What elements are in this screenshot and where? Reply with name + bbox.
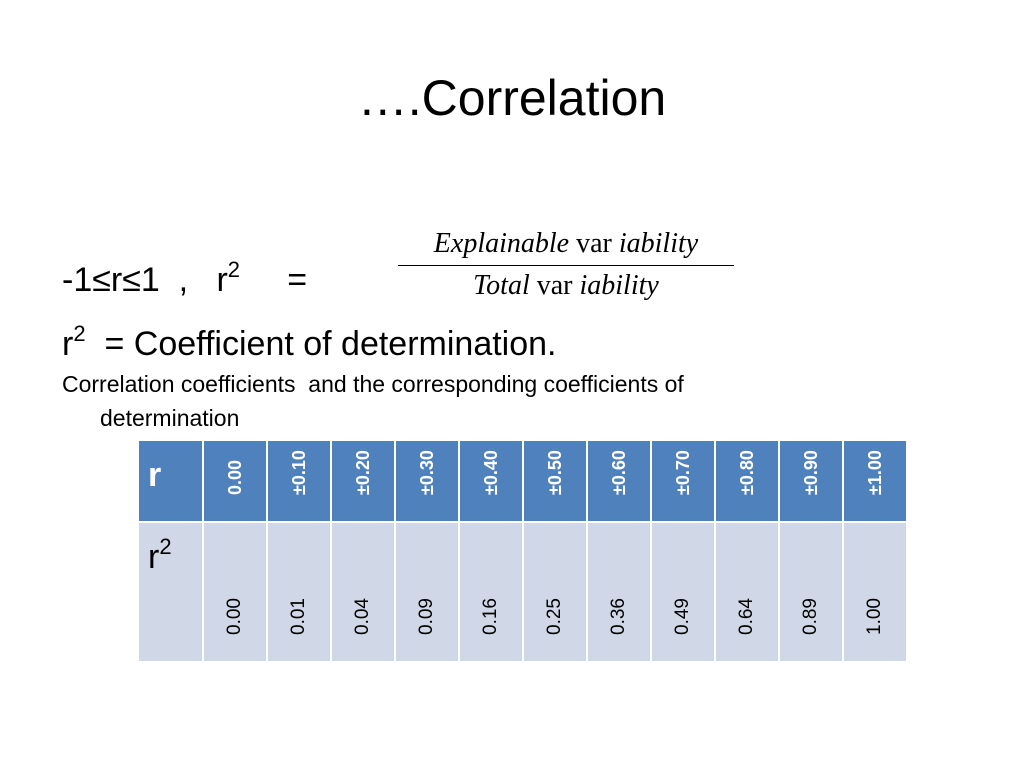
cell-value: 1.00 — [864, 598, 885, 635]
cell-value: 0.09 — [416, 598, 437, 635]
correlation-table — [137, 439, 908, 663]
cell-value: 0.89 — [800, 598, 821, 635]
table-cell-r — [523, 440, 587, 522]
table-row-r — [138, 440, 907, 522]
table-cell-r-squared — [715, 522, 779, 662]
range-text: -1≤r≤1 , r — [62, 261, 228, 299]
cell-value: 0.36 — [608, 598, 629, 635]
table-cell-r — [203, 440, 267, 522]
cell-value: 0.64 — [736, 598, 757, 635]
row-label-base: r — [148, 538, 160, 576]
table-cell-r — [459, 440, 523, 522]
fraction-denominator — [396, 268, 736, 304]
coefficient-base: r — [62, 325, 74, 363]
row-header-r-squared — [138, 522, 203, 662]
cell-value: ±0.30 — [417, 450, 437, 495]
table-row-r-squared — [138, 522, 907, 662]
fraction-numerator — [396, 226, 736, 262]
table-cell-r — [651, 440, 715, 522]
cell-value: 0.01 — [288, 598, 309, 635]
cell-value: ±1.00 — [865, 450, 885, 495]
table-cell-r — [843, 440, 907, 522]
variability-fraction — [396, 226, 736, 304]
table-cell-r — [267, 440, 331, 522]
denominator-term-1: Total — [473, 270, 530, 301]
range-superscript: 2 — [227, 257, 241, 282]
coefficient-text: = Coefficient of determination. — [85, 325, 557, 363]
table-cell-r — [587, 440, 651, 522]
table-cell-r-squared — [843, 522, 907, 662]
denominator-var: var — [529, 270, 580, 301]
cell-value: 0.49 — [672, 598, 693, 635]
caption-line-2: determination — [100, 405, 240, 431]
coefficient-definition — [62, 322, 557, 366]
cell-value: ±0.80 — [737, 450, 757, 495]
table-cell-r-squared — [587, 522, 651, 662]
table-cell-r-squared — [331, 522, 395, 662]
cell-value: ±0.70 — [673, 450, 693, 495]
table-cell-r-squared — [651, 522, 715, 662]
numerator-var: var — [569, 228, 619, 259]
caption-line-1: Correlation coefficients and the corresponding coefficients of — [62, 371, 684, 397]
cell-value: ±0.60 — [609, 450, 629, 495]
cell-value: 0.04 — [352, 598, 373, 635]
equals-sign: = — [240, 261, 308, 299]
table-cell-r-squared — [523, 522, 587, 662]
cell-value: ±0.20 — [353, 450, 373, 495]
numerator-term-2: iability — [618, 228, 699, 259]
cell-value: ±0.40 — [481, 450, 501, 495]
table-cell-r-squared — [203, 522, 267, 662]
table-cell-r — [779, 440, 843, 522]
slide-title: ….Correlation — [357, 70, 667, 126]
denominator-term-2: iability — [579, 270, 659, 301]
table-cell-r-squared — [459, 522, 523, 662]
row-header-r — [138, 440, 203, 522]
row-label-r: r — [148, 456, 162, 494]
cell-value: ±0.50 — [545, 450, 565, 495]
table-cell-r — [715, 440, 779, 522]
correlation-range — [62, 258, 307, 302]
cell-value: 0.00 — [224, 598, 245, 635]
cell-value: 0.25 — [544, 598, 565, 635]
numerator-term-1: Explainable — [433, 228, 570, 259]
table-caption — [62, 367, 862, 435]
row-label-r-squared — [148, 534, 172, 577]
cell-value: 0.16 — [480, 598, 501, 635]
cell-value: 0.00 — [225, 459, 245, 495]
coefficient-superscript: 2 — [73, 321, 86, 346]
table-cell-r-squared — [395, 522, 459, 662]
table-cell-r — [395, 440, 459, 522]
table-cell-r-squared — [267, 522, 331, 662]
row-label-superscript: 2 — [159, 534, 172, 559]
table-cell-r — [331, 440, 395, 522]
cell-value: ±0.10 — [289, 450, 309, 495]
table-cell-r-squared — [779, 522, 843, 662]
cell-value: ±0.90 — [801, 450, 821, 495]
fraction-bar — [398, 265, 734, 266]
